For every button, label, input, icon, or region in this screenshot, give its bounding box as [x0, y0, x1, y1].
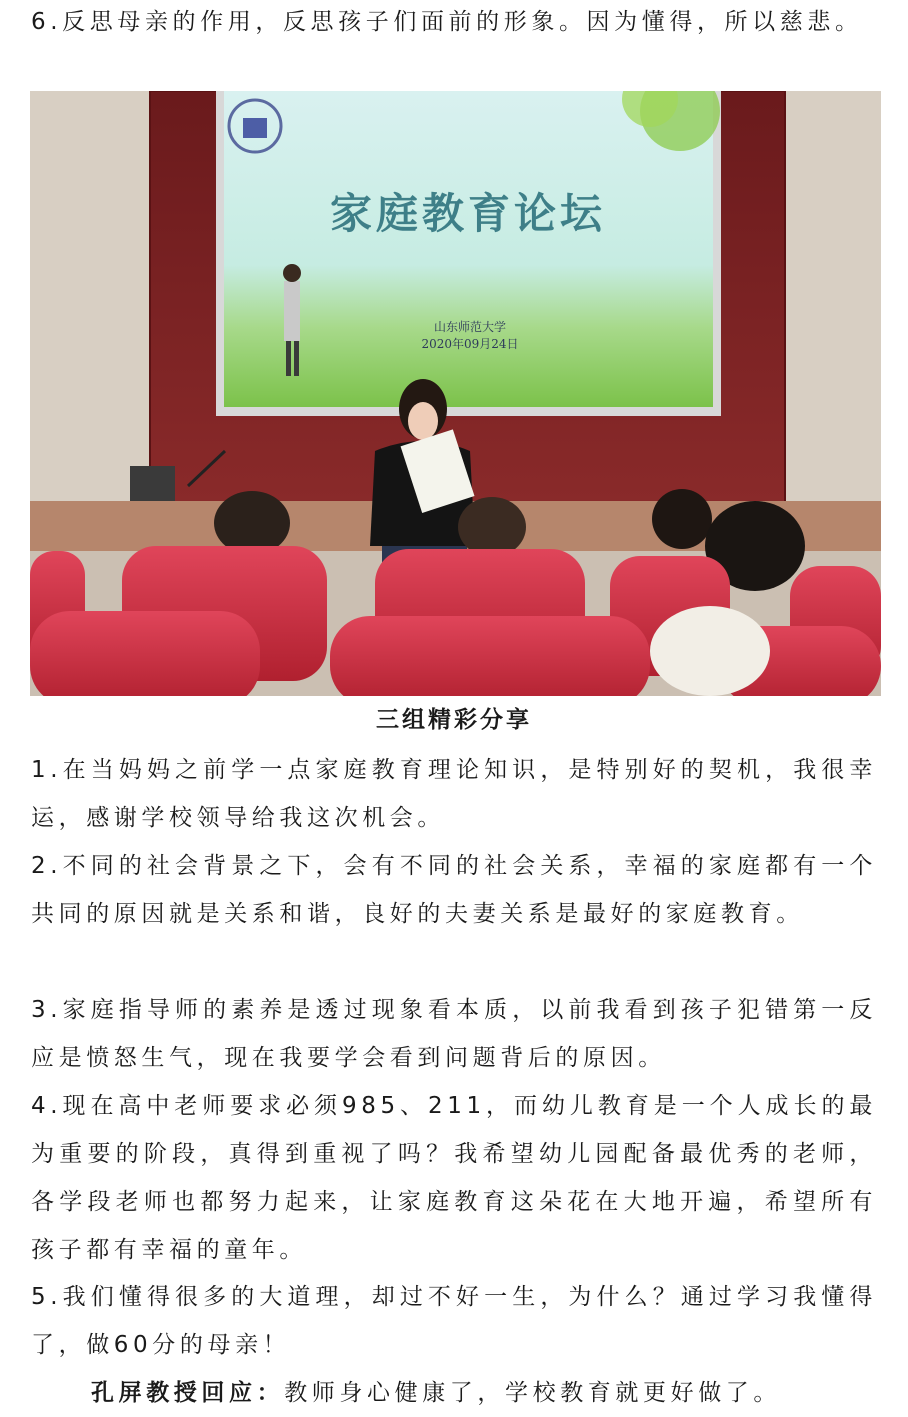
slide-date: 2020年09月24日 [421, 337, 519, 351]
list-item: 2.不同的社会背景之下，会有不同的社会关系，幸福的家庭都有一个共同的原因就是关系和谐，良好的夫妻关系是最好的家庭教育。 [31, 853, 877, 927]
slide-title: 家庭教育论坛 [329, 189, 607, 238]
closing-paragraph [31, 1369, 877, 1417]
intro-paragraph: 6.反思母亲的作用，反思孩子们面前的形象。因为懂得，所以慈悲。 [31, 9, 863, 35]
closing-text: 教师身心健康了，学校教育就更好做了。 [284, 1380, 782, 1406]
photo-caption: 三组精彩分享 [376, 707, 532, 733]
slide-org: 山东师范大学 [433, 320, 507, 334]
forum-photo [30, 91, 881, 696]
list-item: 1.在当妈妈之前学一点家庭教育理论知识，是特别好的契机，我很幸运，感谢学校领导给我这次机会。 [31, 757, 877, 831]
list-item: 4.现在高中老师要求必须985、211，而幼儿教育是一个人成长的最为重要的阶段，真得到重视了吗？我希望幼儿园配备最优秀的老师，各学段老师也都努力起来，让家庭教育这朵花在大地开遍，希望所有孩子都有幸福的童年。 [31, 1093, 877, 1263]
list-item: 3.家庭指导师的素养是透过现象看本质，以前我看到孩子犯错第一反应是愤怒生气，现在我要学会看到问题背后的原因。 [31, 997, 877, 1071]
list-item: 5.我们懂得很多的大道理，却过不好一生，为什么？通过学习我懂得了，做60分的母亲！ [31, 1284, 877, 1358]
closing-lead: 孔屏教授回应： [91, 1380, 285, 1406]
